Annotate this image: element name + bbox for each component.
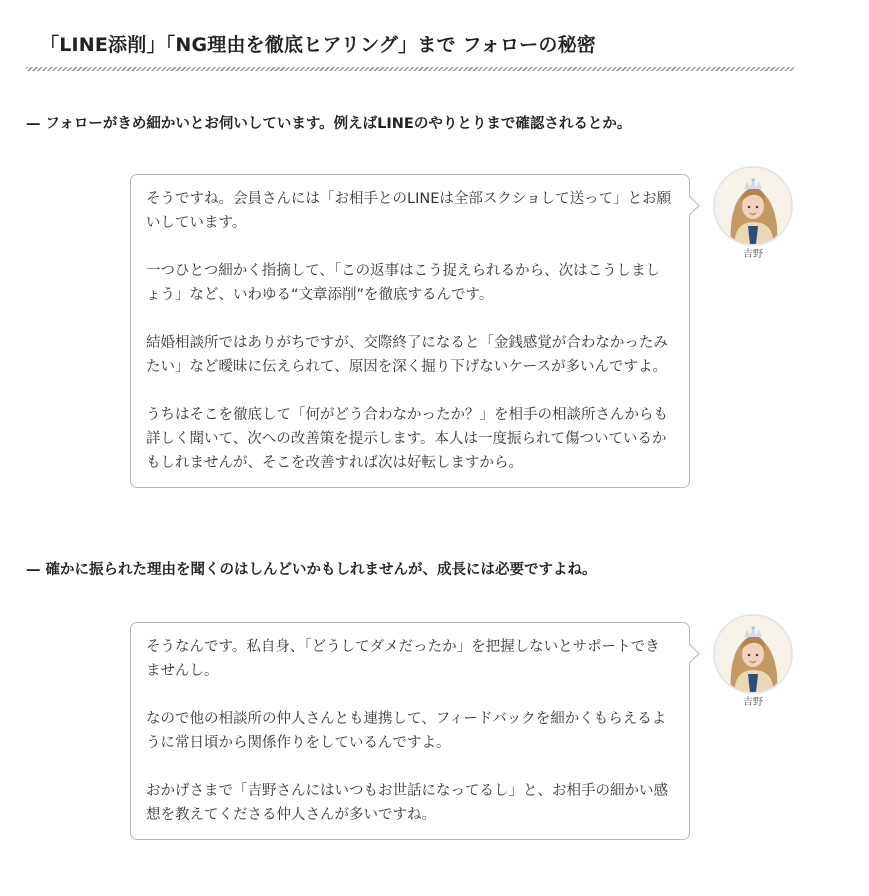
speaker (713, 166, 793, 261)
answer-paragraph: 結婚相談所ではありがちですが、交際終了になると「金銭感覚が合わなかったみたい」など曖昧に伝えられて、原因を深く掘り下げないケースが多いんですよ。 (146, 335, 668, 375)
section-title: 「LINE添削」「NG理由を徹底ヒアリング」まで フォローの秘密 (40, 34, 596, 56)
answer-paragraph: 一つひとつ細かく指摘して、「この返事はこう捉えられるから、次はこうしましょう」など、いわゆる“文章添削”を徹底するんです。 (146, 263, 661, 303)
answer-paragraph: そうですね。会員さんには「お相手とのLINEは全部スクショして送って」とお願いしています。 (146, 191, 672, 231)
speech-bubble (130, 622, 690, 840)
avatar (713, 166, 793, 246)
answer-paragraph: おかげさまで「吉野さんにはいつもお世話になってるし」と、お相手の細かい感想を教えてくださる仲人さんが多いですね。 (146, 783, 668, 823)
speech-bubble (130, 174, 690, 488)
avatar (713, 614, 793, 694)
speaker-portrait-icon (715, 616, 791, 692)
speaker-name: 吉野 (743, 697, 763, 708)
interview-question: — 確かに振られた理由を聞くのはしんどいかもしれませんが、成長には必要ですよね。 (26, 562, 597, 578)
heading-divider (26, 67, 794, 71)
article-heading (26, 31, 794, 71)
answer-paragraph: うちはそこを徹底して「何がどう合わなかったか？」を相手の相談所さんからも詳しく聞いて、次への改善策を提示します。本人は一度振られて傷ついているかもしれませんが、そこを改善すれば次は好転しますから。 (146, 407, 668, 471)
speaker (713, 614, 793, 709)
interview-question: — フォローがきめ細かいとお伺いしています。例えばLINEのやりとりまで確認されるとか。 (26, 116, 632, 132)
answer-paragraph: そうなんです。私自身、「どうしてダメだったか」を把握しないとサポートできませんし。 (146, 639, 660, 679)
answer-paragraph: なので他の相談所の仲人さんとも連携して、フィードバックを細かくもらえるように常日頃から関係作りをしているんですよ。 (146, 711, 667, 751)
speaker-name: 吉野 (743, 249, 763, 260)
speaker-portrait-icon (715, 168, 791, 244)
